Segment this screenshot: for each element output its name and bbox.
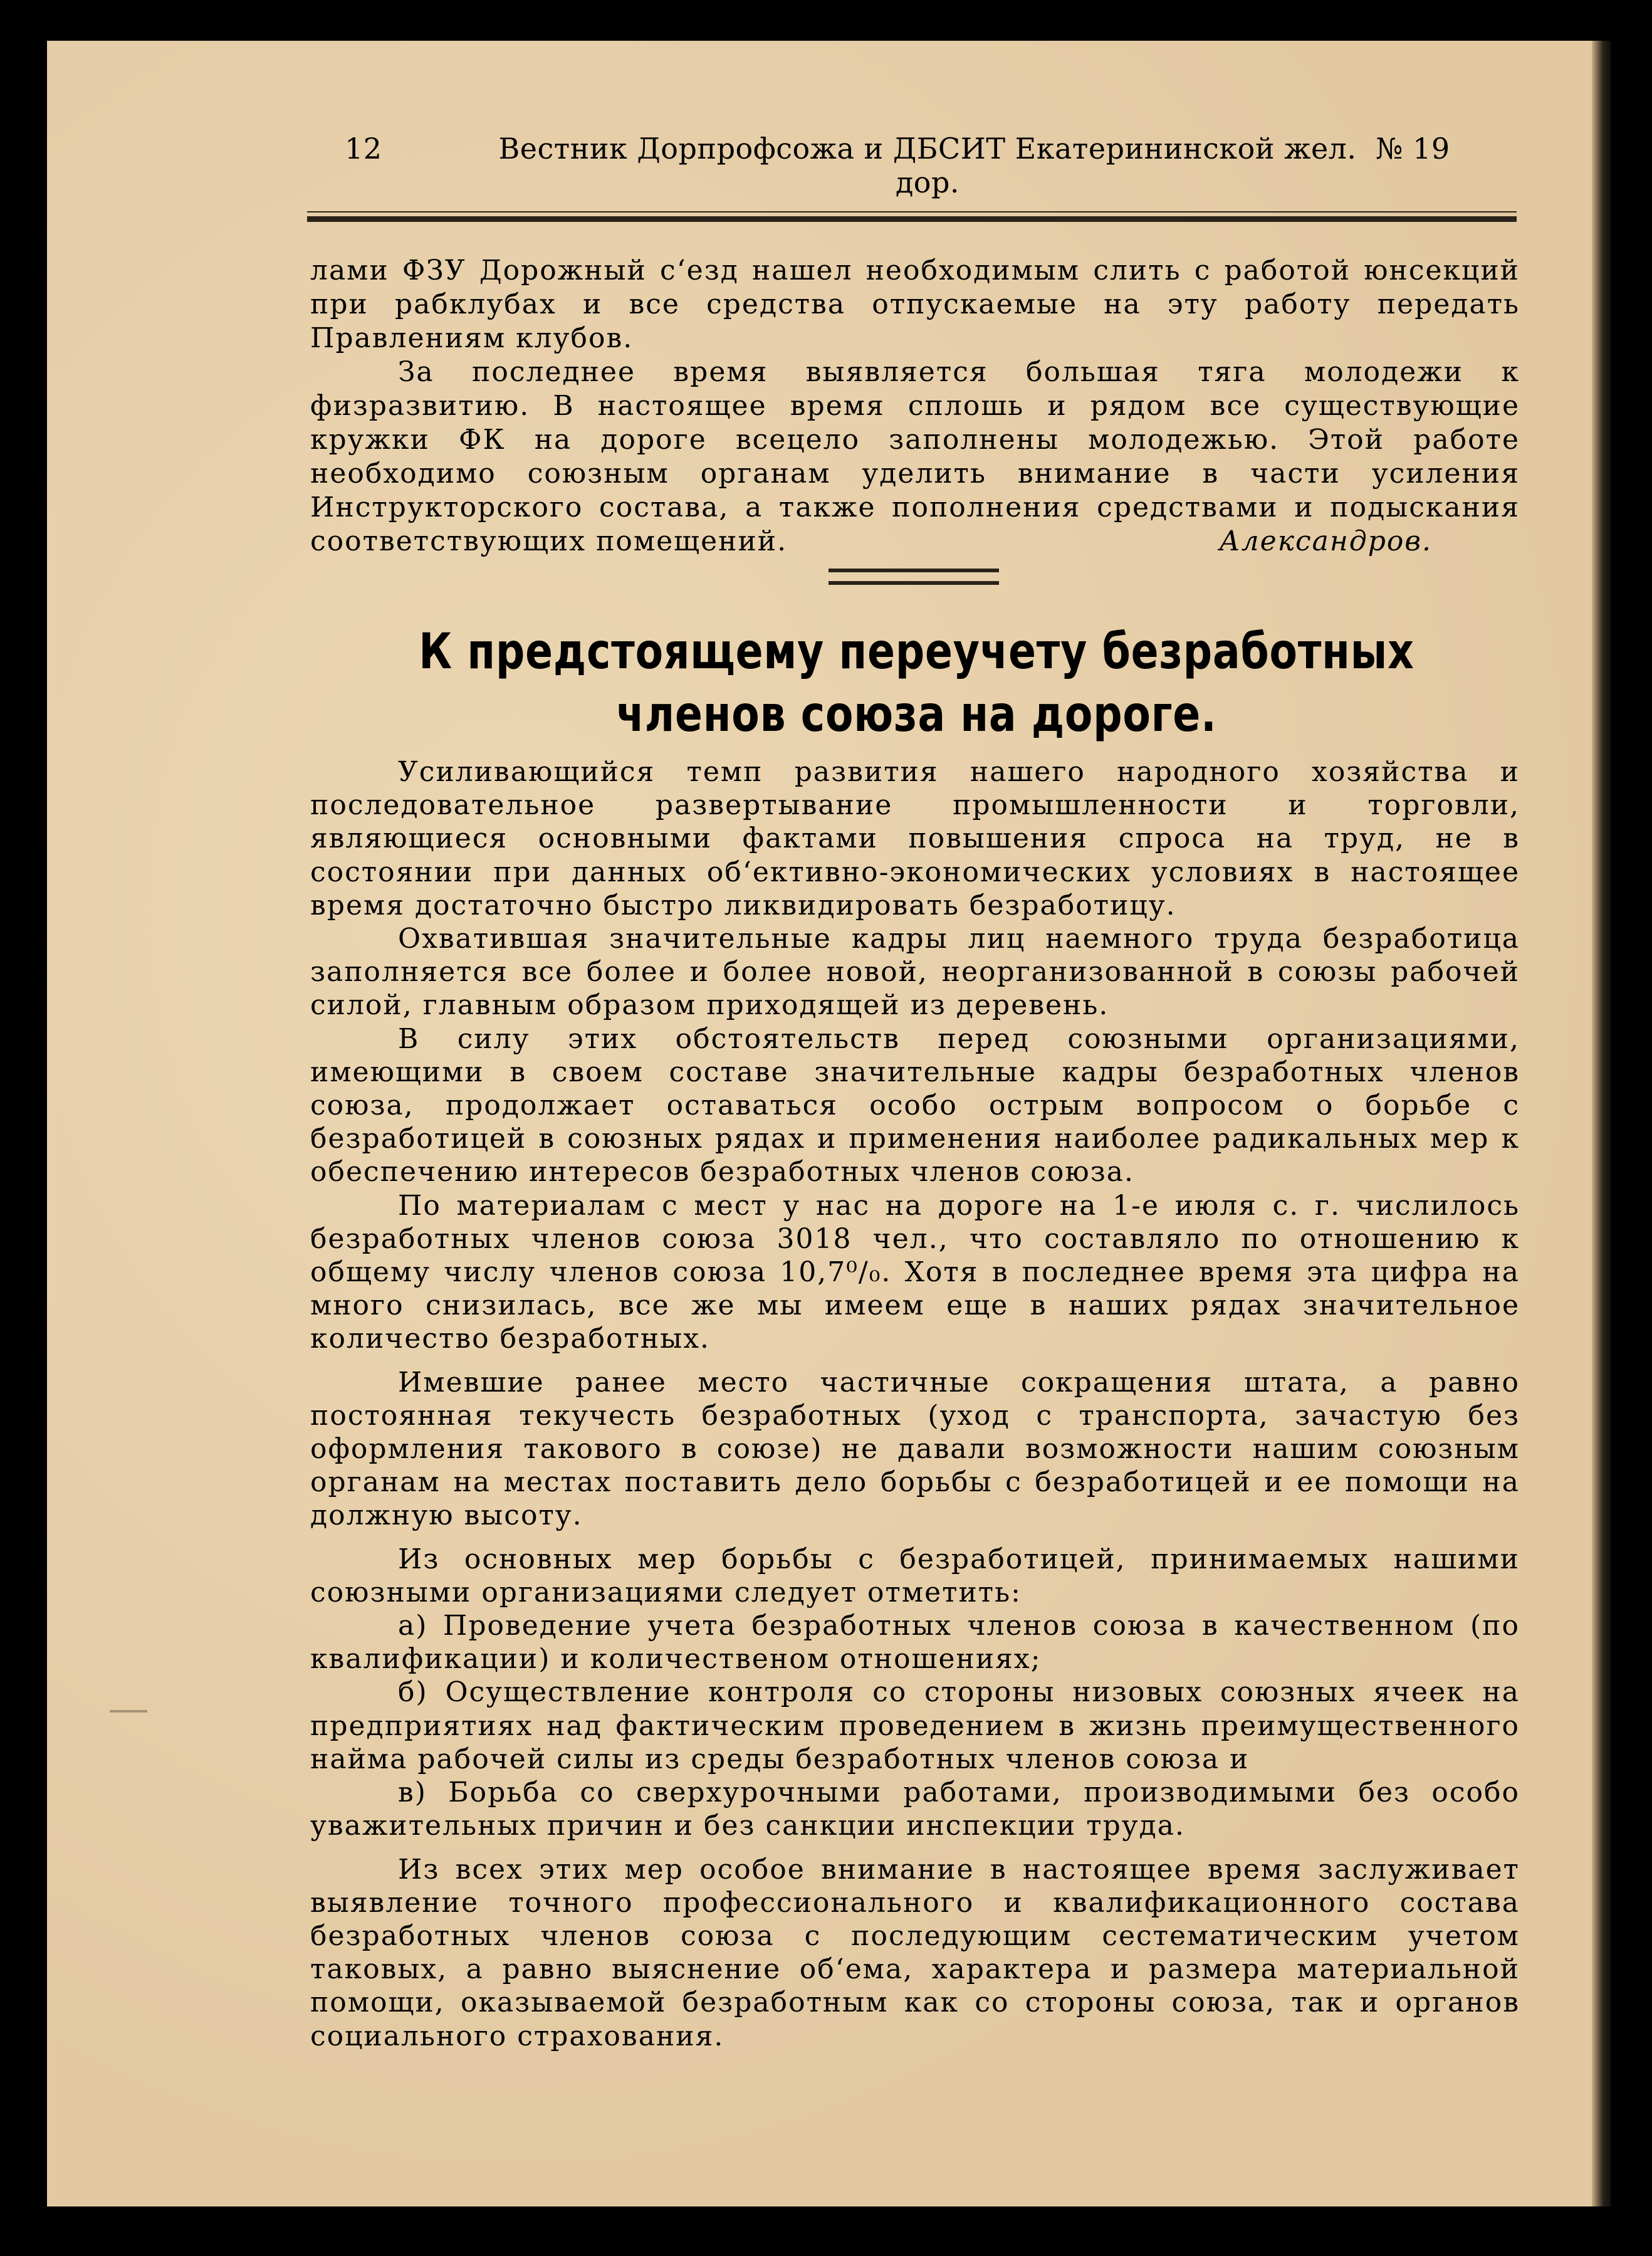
intro-section	[310, 254, 1520, 559]
article-paragraph: Из всех этих мер особое внимание в настоящее время заслуживает выявление точного профессионального и квалификационного состава безработных членов союза с последующим сестематическим учетом таковых, а равно выяснение об‘ема, характера и размера материальной помощи, оказываемой безработным как со стороны союза, так и органов социального страхования.	[310, 1853, 1520, 2052]
article-paragraph: Охватившая значительные кадры лиц наемного труда безработица заполняется все более и более новой, неорганизованной в союзы рабочей силой, главным образом приходящей из деревень.	[310, 923, 1520, 1022]
author-signature: Александров.	[1219, 525, 1432, 557]
book-spine	[1592, 41, 1611, 2206]
intro-paragraph-2-text: За последнее время выявляется большая тяга молодежи к физразвитию. В настоящее время сплошь и рядом все существующие кружки ФК на дороге всецело заполнены молодежью. Этой работе необходимо союзным органам уделить внимание в части усиления Инструкторского состава, а также пополнения средствами и подыскания соответствующих помещений.	[310, 356, 1520, 557]
article-paragraph: По материалам с мест у нас на дороге на 1-е июля с. г. числилось безработных членов союза 3018 чел., что составляло по отношению к общему числу членов союза 10,7⁰/₀. Хотя в последнее время эта цифра на много снизилась, все же мы имеем еще в наших рядах значительное количество безработных.	[310, 1189, 1520, 1355]
article-paragraph: Имевшие ранее место частичные сокращения штата, а равно постоянная текучесть безработных (уход с транспорта, зачастую без оформления такового в союзе) не давали возможности нашим союзным органам на местах поставить дело борьбы с безработицей и ее помощи на должную высоту.	[310, 1366, 1520, 1532]
list-item-a: а) Проведение учета безработных членов союза в качественном (по квалификации) и количественом отношениях;	[310, 1610, 1520, 1676]
intro-paragraph-2	[310, 355, 1520, 559]
issue-number: № 19	[1376, 132, 1450, 165]
article-paragraph: Усиливающийся темп развития нашего народного хозяйства и последовательное развертывание промышленности и торговли, являющиеся основными фактами повышения спроса на труд, не в состоянии при данных об‘ективно-экономических условиях в настоящее время достаточно быстро ликвидировать безработицу.	[310, 756, 1520, 921]
header-rule-thin	[307, 211, 1517, 212]
list-item-c: в) Борьба со сверхурочными работами, производимыми без особо уважительных причин и без санкции инспекции труда.	[310, 1776, 1520, 1842]
article-paragraph: Из основных мер борьбы с безработицей, принимаемых нашими союзными организациями следует отметить:	[310, 1543, 1520, 1608]
article-paragraph: В силу этих обстоятельств перед союзными организациями, имеющими в своем составе значительные кадры безработных членов союза, продолжает оставаться особо острым вопросом о борьбе с безработицей в союзных рядах и применения наиболее радикальных мер к обеспечению интересов безработных членов союза.	[310, 1022, 1520, 1188]
page-number: 12	[345, 132, 382, 165]
article-body	[310, 755, 1520, 2053]
running-header	[263, 132, 1517, 199]
margin-mark	[110, 1710, 147, 1713]
section-divider	[829, 569, 999, 585]
header-rule-thick	[307, 216, 1517, 222]
list-item-b: б) Осуществление контроля со стороны низовых союзных ячеек на предприятиях над фактическим проведением в жизнь преимущественного найма рабочей силы из среды безработных членов союза и	[310, 1676, 1520, 1775]
intro-paragraph-1: лами ФЗУ Дорожный с‘езд нашел необходимым слить с работой юнсекций при рабклубах и все средства отпускаемые на эту работу передать Правлениям клубов.	[310, 254, 1520, 354]
article-headline: К предстоящему переучету безработных членов союза на дороге.	[419, 624, 1414, 743]
journal-title: Вестник Дорпрофсожа и ДБСИТ Екатерининской жел. дор.	[498, 132, 1357, 199]
